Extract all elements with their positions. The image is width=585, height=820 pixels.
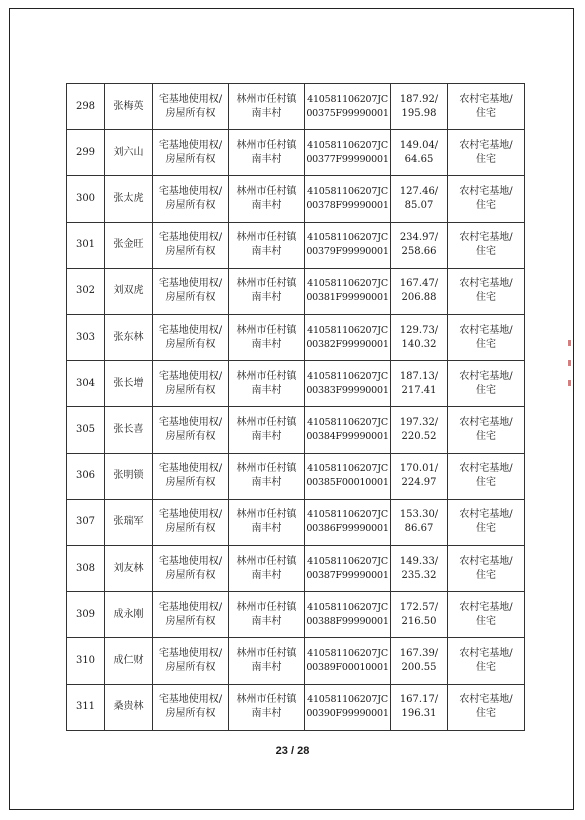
cell-row-number: 304 [67, 361, 105, 407]
table-row [67, 407, 525, 453]
cell-land-use: 农村宅基地/ 住宅 [448, 84, 525, 130]
cell-area: 187.13/ 217.41 [391, 361, 448, 407]
cell-row-number: 301 [67, 222, 105, 268]
page-number: 23 / 28 [275, 745, 310, 757]
cell-location: 林州市任村镇 南丰村 [229, 361, 305, 407]
cell-location: 林州市任村镇 南丰村 [229, 84, 305, 130]
cell-owner-name: 刘双虎 [105, 268, 153, 314]
table-row [67, 222, 525, 268]
cell-land-use: 农村宅基地/ 住宅 [448, 453, 525, 499]
table-row [67, 84, 525, 130]
cell-unit-code: 410581106207JC 00387F99990001 [305, 546, 391, 592]
table-row [67, 592, 525, 638]
scan-mark [568, 380, 571, 386]
table-row [67, 268, 525, 314]
cell-row-number: 309 [67, 592, 105, 638]
registry-table [66, 83, 525, 731]
cell-area: 234.97/ 258.66 [391, 222, 448, 268]
cell-area: 170.01/ 224.97 [391, 453, 448, 499]
cell-owner-name: 成仁财 [105, 638, 153, 684]
cell-owner-name: 张长喜 [105, 407, 153, 453]
table-row [67, 684, 525, 730]
cell-row-number: 300 [67, 176, 105, 222]
cell-unit-code: 410581106207JC 00377F99990001 [305, 130, 391, 176]
cell-location: 林州市任村镇 南丰村 [229, 176, 305, 222]
cell-right-type: 宅基地使用权/ 房屋所有权 [153, 592, 229, 638]
cell-owner-name: 张长增 [105, 361, 153, 407]
cell-area: 129.73/ 140.32 [391, 315, 448, 361]
cell-land-use: 农村宅基地/ 住宅 [448, 176, 525, 222]
cell-unit-code: 410581106207JC 00382F99990001 [305, 315, 391, 361]
table-row [67, 315, 525, 361]
cell-unit-code: 410581106207JC 00379F99990001 [305, 222, 391, 268]
cell-land-use: 农村宅基地/ 住宅 [448, 361, 525, 407]
cell-right-type: 宅基地使用权/ 房屋所有权 [153, 684, 229, 730]
cell-unit-code: 410581106207JC 00390F99990001 [305, 684, 391, 730]
cell-location: 林州市任村镇 南丰村 [229, 638, 305, 684]
cell-unit-code: 410581106207JC 00386F99990001 [305, 499, 391, 545]
cell-land-use: 农村宅基地/ 住宅 [448, 315, 525, 361]
cell-location: 林州市任村镇 南丰村 [229, 499, 305, 545]
cell-land-use: 农村宅基地/ 住宅 [448, 592, 525, 638]
cell-owner-name: 成永刚 [105, 592, 153, 638]
cell-row-number: 306 [67, 453, 105, 499]
cell-right-type: 宅基地使用权/ 房屋所有权 [153, 546, 229, 592]
cell-area: 172.57/ 216.50 [391, 592, 448, 638]
table-row [67, 546, 525, 592]
cell-row-number: 308 [67, 546, 105, 592]
cell-land-use: 农村宅基地/ 住宅 [448, 130, 525, 176]
cell-right-type: 宅基地使用权/ 房屋所有权 [153, 315, 229, 361]
cell-area: 167.47/ 206.88 [391, 268, 448, 314]
cell-area: 149.33/ 235.32 [391, 546, 448, 592]
cell-land-use: 农村宅基地/ 住宅 [448, 222, 525, 268]
table-row [67, 130, 525, 176]
table-row [67, 453, 525, 499]
cell-land-use: 农村宅基地/ 住宅 [448, 407, 525, 453]
table-row [67, 499, 525, 545]
cell-right-type: 宅基地使用权/ 房屋所有权 [153, 222, 229, 268]
cell-owner-name: 张东林 [105, 315, 153, 361]
cell-row-number: 303 [67, 315, 105, 361]
cell-owner-name: 张太虎 [105, 176, 153, 222]
cell-unit-code: 410581106207JC 00388F99990001 [305, 592, 391, 638]
cell-owner-name: 张金旺 [105, 222, 153, 268]
cell-land-use: 农村宅基地/ 住宅 [448, 684, 525, 730]
cell-row-number: 310 [67, 638, 105, 684]
cell-row-number: 307 [67, 499, 105, 545]
cell-area: 167.17/ 196.31 [391, 684, 448, 730]
cell-owner-name: 张明锁 [105, 453, 153, 499]
cell-area: 167.39/ 200.55 [391, 638, 448, 684]
cell-owner-name: 刘六山 [105, 130, 153, 176]
cell-land-use: 农村宅基地/ 住宅 [448, 499, 525, 545]
cell-unit-code: 410581106207JC 00384F99990001 [305, 407, 391, 453]
cell-unit-code: 410581106207JC 00375F99990001 [305, 84, 391, 130]
cell-location: 林州市任村镇 南丰村 [229, 315, 305, 361]
cell-unit-code: 410581106207JC 00389F00010001 [305, 638, 391, 684]
cell-row-number: 302 [67, 268, 105, 314]
table-row [67, 361, 525, 407]
scan-mark [568, 360, 571, 366]
scan-edge-marks [568, 340, 572, 440]
cell-land-use: 农村宅基地/ 住宅 [448, 268, 525, 314]
cell-location: 林州市任村镇 南丰村 [229, 592, 305, 638]
scan-mark [568, 340, 571, 346]
cell-unit-code: 410581106207JC 00381F99990001 [305, 268, 391, 314]
cell-right-type: 宅基地使用权/ 房屋所有权 [153, 638, 229, 684]
registry-table-container [66, 83, 524, 731]
cell-land-use: 农村宅基地/ 住宅 [448, 546, 525, 592]
cell-location: 林州市任村镇 南丰村 [229, 268, 305, 314]
cell-unit-code: 410581106207JC 00378F99990001 [305, 176, 391, 222]
cell-right-type: 宅基地使用权/ 房屋所有权 [153, 453, 229, 499]
cell-location: 林州市任村镇 南丰村 [229, 684, 305, 730]
cell-location: 林州市任村镇 南丰村 [229, 546, 305, 592]
cell-location: 林州市任村镇 南丰村 [229, 222, 305, 268]
registry-table-body [67, 84, 525, 731]
cell-location: 林州市任村镇 南丰村 [229, 453, 305, 499]
cell-location: 林州市任村镇 南丰村 [229, 407, 305, 453]
cell-right-type: 宅基地使用权/ 房屋所有权 [153, 268, 229, 314]
cell-location: 林州市任村镇 南丰村 [229, 130, 305, 176]
cell-row-number: 305 [67, 407, 105, 453]
cell-unit-code: 410581106207JC 00383F99990001 [305, 361, 391, 407]
cell-right-type: 宅基地使用权/ 房屋所有权 [153, 407, 229, 453]
cell-right-type: 宅基地使用权/ 房屋所有权 [153, 499, 229, 545]
cell-area: 187.92/ 195.98 [391, 84, 448, 130]
cell-owner-name: 张梅英 [105, 84, 153, 130]
cell-right-type: 宅基地使用权/ 房屋所有权 [153, 130, 229, 176]
cell-area: 197.32/ 220.52 [391, 407, 448, 453]
cell-area: 127.46/ 85.07 [391, 176, 448, 222]
cell-row-number: 311 [67, 684, 105, 730]
cell-owner-name: 张瑞军 [105, 499, 153, 545]
cell-owner-name: 桑贵林 [105, 684, 153, 730]
cell-right-type: 宅基地使用权/ 房屋所有权 [153, 84, 229, 130]
cell-row-number: 298 [67, 84, 105, 130]
cell-owner-name: 刘友林 [105, 546, 153, 592]
cell-area: 149.04/ 64.65 [391, 130, 448, 176]
table-row [67, 638, 525, 684]
cell-row-number: 299 [67, 130, 105, 176]
cell-unit-code: 410581106207JC 00385F00010001 [305, 453, 391, 499]
cell-area: 153.30/ 86.67 [391, 499, 448, 545]
cell-right-type: 宅基地使用权/ 房屋所有权 [153, 176, 229, 222]
cell-right-type: 宅基地使用权/ 房屋所有权 [153, 361, 229, 407]
table-row [67, 176, 525, 222]
cell-land-use: 农村宅基地/ 住宅 [448, 638, 525, 684]
